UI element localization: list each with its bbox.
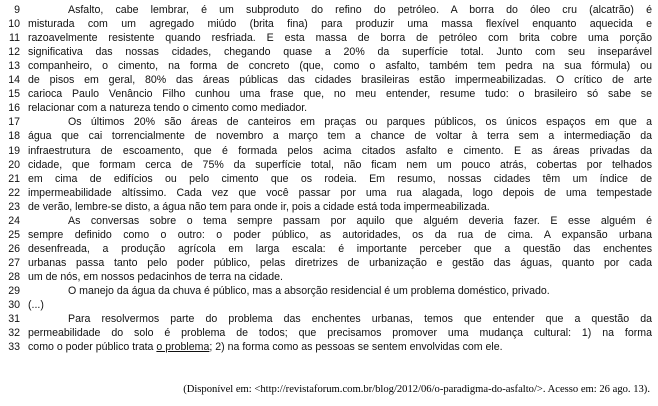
text-line xyxy=(0,102,658,116)
line-number: 13 xyxy=(8,60,20,73)
text-line xyxy=(0,159,658,173)
text-line xyxy=(0,88,658,102)
line-text: cidade, que formam cerca de 75% da superfície total, não ficam nem um pouco atrás, cobertas por telhados xyxy=(28,158,652,171)
line-number: 12 xyxy=(8,46,20,59)
text-line xyxy=(0,116,658,130)
line-number: 32 xyxy=(8,327,20,340)
line-text: de pisos em geral, 80% das áreas públicas das cidades brasileiras estão impermeabilizadas. O crítico de arte xyxy=(28,74,652,87)
text-line xyxy=(0,299,658,313)
line-number: 14 xyxy=(8,74,20,87)
line-number: 17 xyxy=(8,116,20,129)
line-text: (...) xyxy=(28,299,44,312)
text-line xyxy=(0,18,658,32)
line-number: 29 xyxy=(8,285,20,297)
line-text: Para resolvermos parte do problema das enchentes urbanas, temos que entender que a questão da xyxy=(68,313,652,326)
text-line xyxy=(0,145,658,159)
line-text: razoavelmente resistente quando resfriada. E esta massa de borra de petróleo com brita cobre uma porção xyxy=(28,32,652,45)
text-line xyxy=(0,257,658,271)
line-number: 10 xyxy=(8,18,20,31)
line-number: 31 xyxy=(8,313,20,326)
line-text: carioca Paulo Venâncio Filho cunhou uma frase que, no meu entender, resume tudo: o brasileiro só sabe se xyxy=(28,88,652,101)
line-text: em cima de edifícios ou pelo cimento que os rodeia. Em resumo, nossas cidades têm um índice de xyxy=(28,172,652,185)
line-number: 22 xyxy=(8,186,20,199)
text-line xyxy=(0,74,658,88)
underlined-term: o problema xyxy=(156,341,210,354)
line-text: As conversas sobre o tema sempre passam por aquilo que alguém deveria fazer. E esse alguém é xyxy=(68,214,652,227)
line-text: infraestrutura de escoamento, que é formada pelos acima citados asfalto e cimento. E as áreas privadas da xyxy=(28,144,652,157)
line-text: Asfalto, cabe lembrar, é um subproduto do refino do petróleo. A borra do óleo cru (alcatrão) é xyxy=(68,4,652,16)
text-line xyxy=(0,187,658,201)
line-number: 30 xyxy=(8,299,20,312)
line-text: água que cai torrencialmente de novembro a março tem a chance de voltar à terra sem a intermediação da xyxy=(28,130,652,143)
line-text: Os últimos 20% são áreas de canteiros em praças ou parques públicos, os únicos espaços em que a xyxy=(68,116,652,129)
line-number: 25 xyxy=(8,228,20,241)
text-line xyxy=(0,173,658,187)
line-text-part: ; 2) na forma como as pessoas se sentem envolvidas com ele. xyxy=(209,341,503,354)
line-text: um de nós, em nossos pedacinhos de terra na cidade. xyxy=(28,270,283,283)
line-number: 33 xyxy=(8,341,20,354)
text-line xyxy=(0,4,658,18)
line-number: 19 xyxy=(8,144,20,157)
line-number: 27 xyxy=(8,256,20,269)
line-text: urbanas passa tanto pelo poder público, pelas diretrizes de urbanização e gestão das águas, quanto por cada xyxy=(28,256,652,269)
text-line xyxy=(0,60,658,74)
line-text: misturada com um agregado miúdo (brita fina) para produzir uma massa flexível enquanto aquecida e xyxy=(28,18,652,31)
line-number: 18 xyxy=(8,130,20,143)
text-line xyxy=(0,327,658,341)
text-line xyxy=(0,243,658,257)
line-text: permeabilidade do solo é problema de todos; que precisamos promover uma mudança cultural: 1) na forma xyxy=(28,327,652,340)
line-text xyxy=(28,341,652,353)
text-line xyxy=(0,313,658,327)
line-number: 21 xyxy=(8,172,20,185)
text-line xyxy=(0,285,658,299)
text-line xyxy=(0,201,658,215)
text-line xyxy=(0,215,658,229)
line-number: 26 xyxy=(8,242,20,255)
line-number: 23 xyxy=(8,200,20,213)
line-text: impermeabilidade altíssimo. Cada vez que você passar por uma rua alagada, logo depois de uma tempestade xyxy=(28,186,652,199)
text-line xyxy=(0,46,658,60)
text-line xyxy=(0,341,658,355)
line-number: 24 xyxy=(8,214,20,227)
line-text: sempre definido como o outro: o poder público, as autoridades, os da rua de cima. A expansão urbana xyxy=(28,228,652,241)
line-text: O manejo da água da chuva é público, mas a absorção residencial é um problema doméstico, privado. xyxy=(68,285,550,297)
line-text: relacionar com a natureza tendo o cimento como mediador. xyxy=(28,102,308,115)
line-number: 15 xyxy=(8,88,20,101)
source-citation: (Disponível em: <http://revistaforum.com.br/blog/2012/06/o-paradigma-do-asfalto/>. Acesso em: 26 ago. 13). xyxy=(183,384,650,395)
text-line xyxy=(0,130,658,144)
line-text: de verão, lembre-se disto, a água não tem para onde ir, pois a cidade está toda impermeabilizada. xyxy=(28,200,490,213)
line-number: 20 xyxy=(8,158,20,171)
text-line xyxy=(0,229,658,243)
text-line xyxy=(0,271,658,285)
line-text: desenfreada, a produção agrícola em larga escala: é importante perceber que a questão das enchentes xyxy=(28,242,652,255)
line-number: 9 xyxy=(14,4,20,16)
line-text: significativa das nossas cidades, chegando quase a 20% da superfície total. Junto com seu inseparável xyxy=(28,46,652,59)
line-number: 16 xyxy=(8,102,20,115)
line-text-part: como o poder público trata xyxy=(28,341,157,354)
line-text: companheiro, o cimento, na forma de concreto (que, como o asfalto, também tem pedra na sua fórmula) ou xyxy=(28,60,652,73)
line-number: 11 xyxy=(9,32,20,45)
text-line xyxy=(0,32,658,46)
line-number: 28 xyxy=(8,270,20,283)
